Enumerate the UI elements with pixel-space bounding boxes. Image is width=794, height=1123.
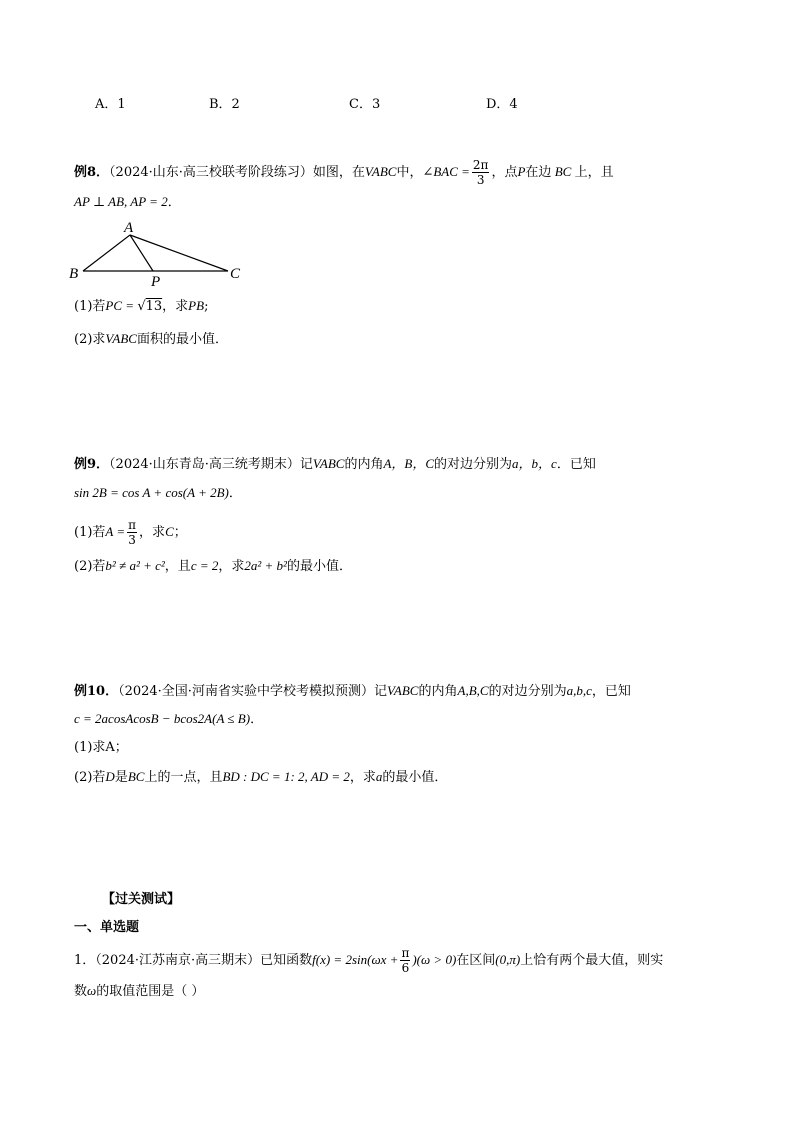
example-8-stem	[74, 158, 614, 187]
angle-expr: ∠BAC =	[422, 164, 470, 179]
example-10-q2	[74, 768, 447, 787]
option-a: A．1	[95, 97, 126, 112]
frac-num: π	[401, 946, 410, 960]
text: ，求	[349, 770, 376, 785]
expr: 2a² + b²	[244, 558, 287, 573]
text: 上，且	[574, 165, 614, 180]
text: (2)求	[74, 332, 106, 347]
expr: c = 2	[190, 558, 219, 573]
omega: ω	[87, 983, 97, 998]
sides: a,b,c	[566, 683, 592, 698]
point-p: P	[517, 164, 526, 179]
text: ，已知	[591, 684, 631, 699]
segment-bc: BC	[127, 769, 145, 784]
question-1-stem	[74, 946, 663, 975]
example-8-q2	[74, 330, 228, 349]
condition-expr: BD : DC = 1: 2, AD = 2	[222, 769, 350, 784]
text: (1)若	[74, 299, 106, 314]
angle-c: C	[165, 524, 174, 539]
segment-bc: BC	[551, 164, 575, 179]
option-b: B．2	[209, 97, 240, 112]
source: （2024·江苏南京·高三期末）已知函数	[95, 953, 313, 968]
text: 的取值范围是（ ）	[96, 984, 205, 999]
source: （2024·山东青岛·高三统考期末）记	[109, 457, 313, 472]
function-expr: )(ω > 0)	[412, 952, 457, 967]
segment-pb: PB	[188, 298, 205, 313]
condition-expr: AP ⊥ AB, AP = 2	[74, 194, 168, 209]
label-p: P	[151, 274, 161, 290]
frac-num: 2π	[472, 158, 489, 172]
expr: PC =	[105, 298, 138, 313]
sqrt-sign: √	[137, 299, 146, 314]
text: ，点	[491, 165, 518, 180]
text: 上恰有两个最大值，则实	[520, 953, 664, 968]
example-9-q1	[74, 518, 187, 547]
text: 的内角	[344, 457, 384, 472]
text: 是	[114, 770, 128, 785]
angles: A,B,C	[457, 683, 489, 698]
text: ，求	[139, 525, 166, 540]
text: 面积的最小值．	[136, 332, 228, 347]
triangle-symbol: VABC	[386, 683, 419, 698]
expr: A =	[105, 524, 126, 539]
fraction	[127, 518, 137, 547]
fraction	[400, 946, 410, 975]
text: ．	[167, 195, 181, 210]
text: 在边	[525, 165, 552, 180]
text: 的最小值．	[382, 770, 448, 785]
frac-den: 3	[476, 173, 485, 187]
text: 中，	[396, 165, 423, 180]
text: 数	[74, 984, 88, 999]
source: （2024·山东·高三校联考阶段练习）如图，在	[109, 165, 365, 180]
question-1-line2	[74, 982, 204, 1001]
text: 上的一点，且	[144, 770, 223, 785]
equation: sin 2B = cos A + cos(A + 2B)	[74, 485, 229, 500]
question-number: 1．	[74, 953, 96, 968]
label-c: C	[230, 266, 241, 282]
function-expr: f(x) = 2sin(ωx +	[312, 952, 399, 967]
frac-den: 3	[128, 533, 136, 547]
label-a: A	[124, 220, 134, 236]
example-9-q2	[74, 557, 352, 576]
label-b: B	[69, 266, 79, 282]
option-d: D．4	[486, 97, 518, 112]
text: (1)若	[74, 525, 106, 540]
fraction	[472, 158, 490, 187]
text: (2)若	[74, 770, 106, 785]
text: 的最小值．	[286, 559, 352, 574]
subsection-title: 一、单选题	[74, 920, 140, 935]
triangle-symbol: VABC	[364, 164, 397, 179]
example-tag: 例10．	[74, 684, 119, 699]
text: ，且	[164, 559, 191, 574]
text: ;	[204, 299, 209, 314]
text: 在区间	[456, 953, 496, 968]
point-d: D	[105, 769, 115, 784]
example-8-condition	[74, 193, 181, 212]
text: 的对边分别为	[488, 684, 567, 699]
example-tag: 例9．	[74, 457, 110, 472]
interval: (0,π)	[495, 952, 521, 967]
side-a: a	[375, 769, 383, 784]
frac-den: 6	[401, 961, 410, 975]
equation: c = 2acosAcosB − bcos2A(A ≤ B)	[74, 711, 251, 726]
segment-ac	[130, 235, 228, 271]
example-9-equation	[74, 484, 242, 503]
angles: A，B，C	[383, 456, 435, 471]
triangle-symbol: VABC	[105, 331, 137, 346]
segment-ab	[83, 235, 130, 271]
example-9-stem	[74, 455, 596, 474]
text: ，求	[162, 299, 189, 314]
triangle-figure	[66, 218, 256, 290]
example-10-equation	[74, 710, 263, 729]
text: ．	[250, 712, 264, 727]
example-10-q1: (1)求A；	[74, 740, 128, 755]
text: ，求	[218, 559, 245, 574]
source: （2024·全国·河南省实验中学校考模拟预测）记	[118, 684, 387, 699]
text: (2)若	[74, 559, 106, 574]
option-c: C．3	[349, 97, 381, 112]
example-8-q1	[74, 297, 208, 316]
frac-num: π	[128, 518, 137, 532]
segment-ap	[130, 235, 153, 271]
text: ；	[173, 525, 187, 540]
example-10-stem	[74, 682, 631, 701]
radicand: 13	[145, 299, 163, 314]
text: 的内角	[418, 684, 458, 699]
text: ．已知	[556, 457, 596, 472]
section-title: 【过关测试】	[102, 892, 181, 907]
text: ．	[228, 486, 242, 501]
sides: a，b，c	[512, 456, 557, 471]
condition-expr: b² ≠ a² + c²	[105, 558, 165, 573]
example-tag: 例8．	[74, 165, 110, 180]
triangle-symbol: VABC	[312, 456, 345, 471]
text: 的对边分别为	[434, 457, 513, 472]
